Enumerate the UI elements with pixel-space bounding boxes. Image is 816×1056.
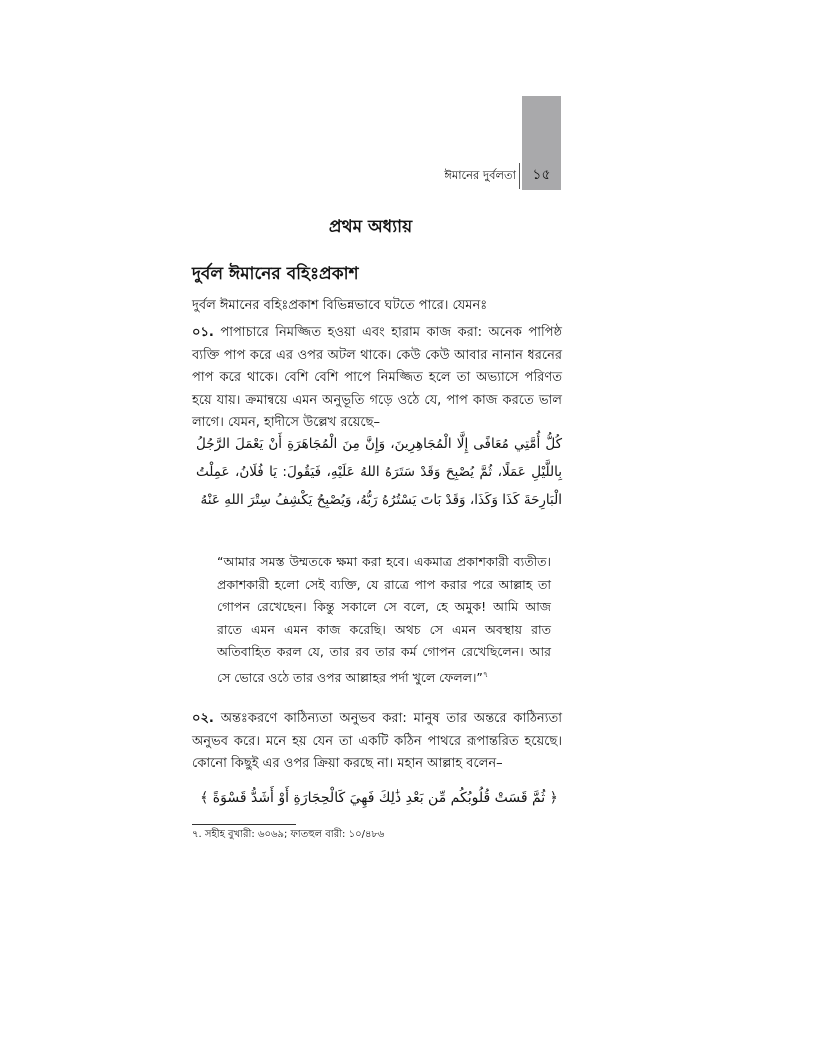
point-1-number: ০১. — [192, 325, 214, 340]
point-1-text: পাপাচারে নিমজ্জিত হওয়া এবং হারাম কাজ করা: অনেক পাপিষ্ঠ ব্যক্তি পাপ করে এর ওপর অটল থাকে। কেউ কেউ আবার নানান ধরনের পাপ করে থাকে। বেশি বেশি পাপে নিমজ্জিত হলে তা অভ্যাসে পরিণত হয়ে যায়। ক্রমান্বয়ে এমন অনুভূতি গড়ে ওঠে যে, পাপ কাজ করতে ভাল লাগে। যেমন, হাদীসে উল্লেখ রয়েছে– — [192, 325, 562, 431]
section-title: দুর্বল ঈমানের বহিঃপ্রকাশ — [192, 264, 359, 284]
point-1-paragraph — [192, 322, 562, 435]
footnote-marker: ৭ — [482, 669, 489, 679]
hadith-translation — [217, 551, 551, 689]
hadith-arabic: كُلُّ أُمَّتِي مُعَافًى إِلَّا الْمُجَاهِرِينَ، وَإِنَّ مِنَ الْمُجَاهَرَةِ أَنْ يَعْمَلَ الرَّجُلُ بِاللَّيْلِ عَمَلًا، ثُمَّ يُصْبِحَ وَقَدْ سَتَرَهُ اللهُ عَلَيْهِ، فَيَقُولَ: يَا فُلَانُ، عَمِلْتُ الْبَارِحَةَ كَذَا وَكَذَا، وَقَدْ بَاتَ يَسْتُرُهُ رَبُّهُ، وَيُصْبِحُ يَكْشِفُ سِتْرَ اللهِ عَنْهُ — [196, 436, 562, 508]
intro-paragraph: দুর্বল ঈমানের বহিঃপ্রকাশ বিভিন্নভাবে ঘটতে পারে। যেমনঃ — [192, 298, 488, 313]
hadith-translation-text: “আমার সমস্ত উম্মতকে ক্ষমা করা হবে। একমাত্র প্রকাশকারী ব্যতীত। প্রকাশকারী হলো সেই ব্যক্তি, যে রাত্রে পাপ করার পরে আল্লাহ তা গোপন রেখেছেন। কিন্তু সকালে সে বলে, হে অমুক! আমি আজ রাতে এমন এমন কাজ করেছি। অথচ সে এমন অবস্থায় রাত অতিবাহিত করল যে, তার রব তার কর্ম গোপন রেখেছিলেন। আর সে ভোরে ওঠে তার ওপর আল্লাহর পর্দা খুলে ফেলল।” — [217, 554, 551, 685]
chapter-title: প্রথম অধ্যায় — [328, 217, 413, 237]
footnote-divider — [192, 824, 296, 825]
page-number: ১৫ — [532, 167, 551, 183]
running-title: ঈমানের দুর্বলতা — [444, 168, 516, 182]
point-2-number: ০২. — [192, 711, 214, 726]
point-2-paragraph — [192, 708, 562, 776]
quran-verse: ﴿ ثُمَّ قَسَتْ قُلُوبُكُم مِّن بَعْدِ ذَٰلِكَ فَهِيَ كَالْحِجَارَةِ أَوْ أَشَدُّ قَسْوَةً ﴾ — [200, 790, 558, 806]
point-2-text: অন্তঃকরণে কাঠিন্যতা অনুভব করা: মানুষ তার অন্তরে কাঠিন্যতা অনুভব করে। মনে হয় যেন তা একটি কঠিন পাথরে রূপান্তরিত হয়েছে। কোনো কিছুই এর ওপর ক্রিয়া করছে না। মহান আল্লাহ বলেন– — [192, 711, 562, 772]
header-divider — [519, 163, 520, 189]
footnote: ৭. সহীহ বুখারী: ৬০৬৯; ফাতহুল বারী: ১০/৪৮৬ — [192, 829, 385, 840]
